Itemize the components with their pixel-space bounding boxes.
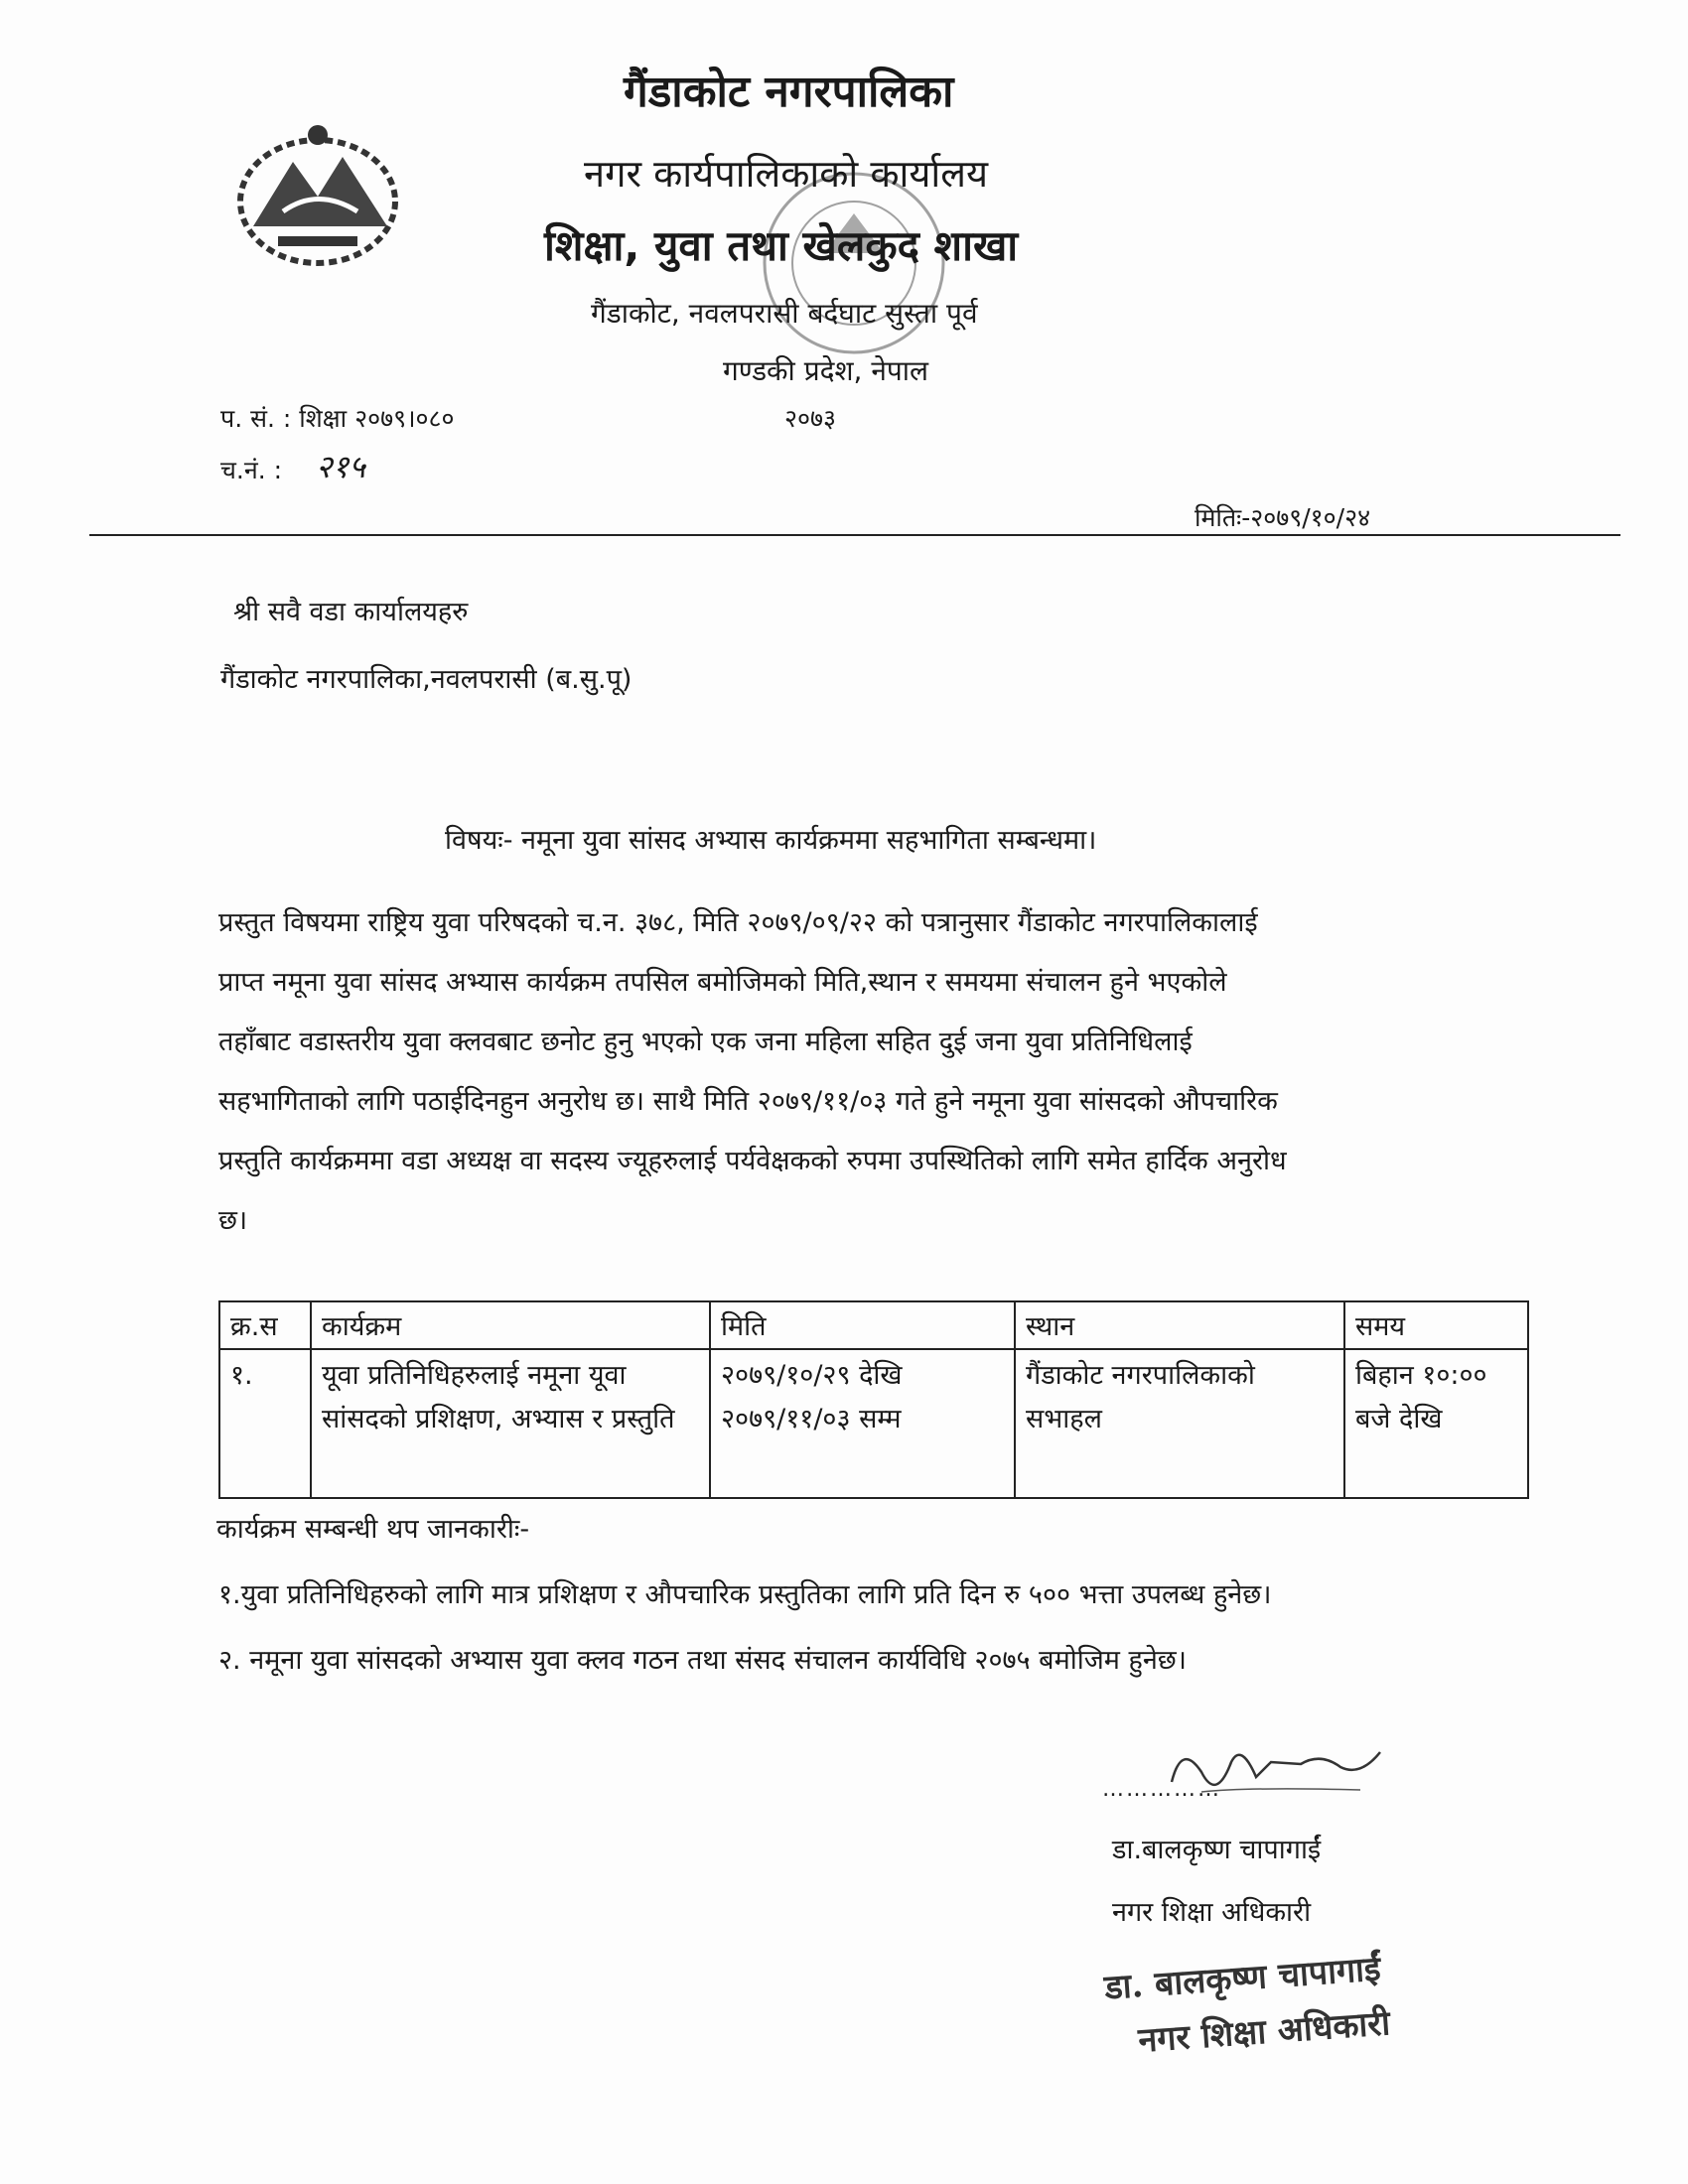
table-header-row	[219, 1301, 1528, 1349]
address-line-1: गैंडाकोट, नवलपरासी बर्दघाट सुस्ता पूर्व	[591, 297, 978, 330]
body-line: छ।	[218, 1205, 248, 1236]
branch-name: शिक्षा, युवा तथा खेलकुद शाखा	[544, 221, 1019, 270]
body-line: सहभागिताको लागि पठाईदिनहुन अनुरोध छ। साथै मिति २०७९/११/०३ गते हुने नमूना युवा सांसदको औपचारिक	[218, 1086, 1278, 1117]
name-seal-line-2: नगर शिक्षा अधिकारी	[1137, 2003, 1392, 2061]
additional-point-1: १.युवा प्रतिनिधिहरुको लागि मात्र प्रशिक्षण र औपचारिक प्रस्तुतिका लागि प्रति दिन रु ५०० भत्ता उपलब्ध हुनेछ।	[218, 1579, 1272, 1610]
recipient-line-1: श्री सवै वडा कार्यालयहरु	[233, 597, 469, 627]
cell-venue: गैंडाकोट नगरपालिकाको सभाहल	[1015, 1349, 1344, 1498]
signatory-designation: नगर शिक्षा अधिकारी	[1112, 1897, 1312, 1928]
signature-dots: ……………	[1102, 1777, 1221, 1802]
nepal-emblem-icon	[223, 117, 412, 276]
cell-program: यूवा प्रतिनिधिहरुलाई नमूना यूवा सांसदको प्रशिक्षण, अभ्यास र प्रस्तुति	[311, 1349, 710, 1498]
additional-point-2: २. नमूना युवा सांसदको अभ्यास युवा क्लव गठन तथा संसद संचालन कार्यविधि २०७५ बमोजिम हुनेछ।	[218, 1645, 1187, 1676]
office-name: नगर कार्यपालिकाको कार्यालय	[584, 152, 989, 196]
cell-time: बिहान १०:०० बजे देखि	[1344, 1349, 1528, 1498]
body-line: प्राप्त नमूना युवा सांसद अभ्यास कार्यक्रम तपसिल बमोजिमको मिति,स्थान र समयमा संचालन हुने भएकोले	[218, 967, 1227, 998]
municipality-name: गैंडाकोट नगरपालिका	[624, 67, 954, 117]
column-header: कार्यक्रम	[311, 1301, 710, 1349]
letter-number: प. सं. : शिक्षा २०७९।०८०	[220, 404, 455, 433]
column-header: मिति	[710, 1301, 1015, 1349]
additional-info-heading: कार्यक्रम सम्बन्धी थप जानकारीः-	[216, 1514, 530, 1545]
cell-sn: १.	[219, 1349, 311, 1498]
body-line: प्रस्तुति कार्यक्रममा वडा अध्यक्ष वा सदस्य ज्यूहरुलाई पर्यवेक्षकको रुपमा उपस्थितिको लागि समेत हार्दिक अनुरोध	[218, 1146, 1287, 1176]
body-line: तहाँबाट वडास्तरीय युवा क्लवबाट छनोट हुनु भएको एक जना महिला सहित दुई जना युवा प्रतिनिधिलाई	[218, 1026, 1193, 1057]
name-seal-line-1: डा. बालकृष्ण चापागाईं	[1103, 1949, 1382, 2008]
body-line: प्रस्तुत विषयमा राष्ट्रिय युवा परिषदको च.न. ३७८, मिति २०७९/०९/२२ को पत्रानुसार गैंडाकोट नगरपालिकालाई	[218, 907, 1258, 938]
column-header: समय	[1344, 1301, 1528, 1349]
letter-date: मितिः-२०७९/१०/२४	[1195, 503, 1371, 532]
subject-line: विषयः- नमूना युवा सांसद अभ्यास कार्यक्रममा सहभागिता सम्बन्धमा।	[445, 825, 1097, 856]
dispatch-number: २१५	[316, 448, 365, 485]
established-year: २०७३	[784, 404, 837, 433]
dispatch-label: च.नं. :	[220, 456, 283, 484]
header-divider	[89, 534, 1620, 536]
body-paragraph	[218, 893, 1460, 1251]
recipient-line-2: गैंडाकोट नगरपालिका,नवलपरासी (ब.सु.पू)	[220, 664, 633, 695]
address-line-2: गण्डकी प्रदेश, नेपाल	[723, 354, 929, 387]
table-row	[219, 1349, 1528, 1498]
signatory-name: डा.बालकृष्ण चापागाईं	[1112, 1835, 1322, 1865]
cell-date: २०७९/१०/२९ देखि २०७९/११/०३ सम्म	[710, 1349, 1015, 1498]
program-table	[218, 1300, 1529, 1499]
column-header: स्थान	[1015, 1301, 1344, 1349]
column-header: क्र.स	[219, 1301, 311, 1349]
